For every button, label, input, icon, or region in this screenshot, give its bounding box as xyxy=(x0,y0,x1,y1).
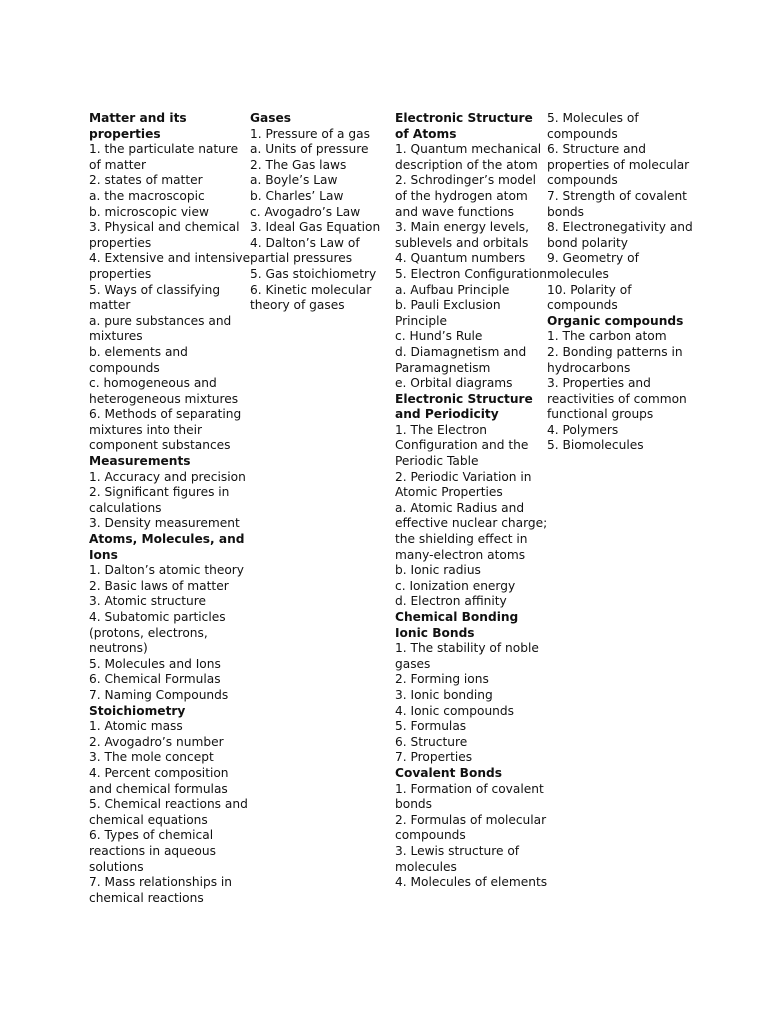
outline-item: d. Electron affinity xyxy=(395,594,507,609)
outline-item: 6. Structure and xyxy=(547,142,646,157)
outline-item: Principle xyxy=(395,313,447,328)
outline-item: 3. Physical and chemical xyxy=(89,220,240,235)
outline-item: 4. Dalton’s Law of xyxy=(250,235,360,250)
outline-item: bonds xyxy=(395,797,433,812)
outline-item: gases xyxy=(395,656,431,671)
outline-item: 5. Chemical reactions and xyxy=(89,797,248,812)
outline-item: hydrocarbons xyxy=(547,360,631,375)
outline-item: 2. Avogadro’s number xyxy=(89,734,224,749)
outline-item: heterogeneous mixtures xyxy=(89,391,239,406)
section-heading: Gases xyxy=(250,111,292,125)
outline-item: d. Diamagnetism and xyxy=(395,344,527,359)
section-heading: Atoms, Molecules, and xyxy=(89,532,245,547)
outline-item: properties xyxy=(89,235,152,250)
outline-item: a. Aufbau Principle xyxy=(395,282,510,297)
outline-item: 5. Formulas xyxy=(395,719,467,734)
section-heading: and Periodicity xyxy=(395,407,499,422)
outline-item: effective nuclear charge; xyxy=(395,516,548,531)
outline-item: and wave functions xyxy=(395,204,514,219)
outline-item: 2. Significant figures in xyxy=(89,485,230,500)
outline-item: Paramagnetism xyxy=(395,360,491,375)
outline-item: 3. Ionic bonding xyxy=(395,687,493,702)
outline-item: b. Pauli Exclusion xyxy=(395,298,501,313)
outline-item: 4. Extensive and intensive xyxy=(89,251,251,266)
outline-item: description of the atom xyxy=(395,157,538,172)
outline-item: 6. Methods of separating xyxy=(89,407,242,422)
section-heading: Organic compounds xyxy=(547,313,684,328)
outline-item: c. Avogadro’s Law xyxy=(250,204,361,219)
outline-item: solutions xyxy=(89,859,144,874)
outline-item: b. Ionic radius xyxy=(395,563,481,578)
outline-item: 4. Ionic compounds xyxy=(395,703,514,718)
section-heading: Ions xyxy=(89,547,118,562)
outline-item: mixtures xyxy=(89,329,143,344)
outline-item: 2. Periodic Variation in xyxy=(395,469,532,484)
column-1 xyxy=(89,111,251,906)
outline-item: 2. Forming ions xyxy=(395,672,489,687)
outline-item: mixtures into their xyxy=(89,422,203,437)
outline-item: partial pressures xyxy=(250,251,353,266)
outline-item: 7. Mass relationships in xyxy=(89,875,233,890)
outline-item: 3. The mole concept xyxy=(89,750,214,765)
outline-item: bond polarity xyxy=(547,235,628,250)
outline-item: compounds xyxy=(547,126,618,141)
outline-item: b. elements and xyxy=(89,344,188,359)
outline-item: e. Orbital diagrams xyxy=(395,376,513,391)
outline-item: sublevels and orbitals xyxy=(395,235,529,250)
outline-item: 7. Naming Compounds xyxy=(89,687,229,702)
outline-item: 2. Bonding patterns in xyxy=(547,344,683,359)
outline-item: 4. Quantum numbers xyxy=(395,251,526,266)
outline-item: 1. The carbon atom xyxy=(547,329,667,344)
outline-item: 6. Kinetic molecular xyxy=(250,282,372,297)
outline-item: 5. Electron Configuration xyxy=(395,266,548,281)
outline-item: c. Hund’s Rule xyxy=(395,329,483,344)
outline-item: compounds xyxy=(547,173,618,188)
outline-item: molecules xyxy=(395,859,457,874)
outline-item: 1. Accuracy and precision xyxy=(89,469,246,484)
outline-item: 2. Basic laws of matter xyxy=(89,578,229,593)
outline-item: 6. Types of chemical xyxy=(89,828,214,843)
outline-item: component substances xyxy=(89,438,231,453)
outline-item: 1. Atomic mass xyxy=(89,719,183,734)
outline-item: a. pure substances and xyxy=(89,313,232,328)
outline-item: (protons, electrons, xyxy=(89,625,208,640)
section-heading: Electronic Structure xyxy=(395,111,533,125)
outline-item: 5. Ways of classifying xyxy=(89,282,221,297)
outline-item: 4. Percent composition xyxy=(89,765,229,780)
outline-item: a. Units of pressure xyxy=(250,142,369,157)
outline-item: compounds xyxy=(547,298,618,313)
outline-item: chemical reactions xyxy=(89,890,204,905)
outline-item: properties xyxy=(89,266,152,281)
outline-item: a. Atomic Radius and xyxy=(395,500,525,515)
section-heading: Ionic Bonds xyxy=(395,625,475,640)
outline-item: matter xyxy=(89,298,131,313)
section-heading: properties xyxy=(89,126,161,141)
outline-item: the shielding effect in xyxy=(395,532,528,547)
outline-item: 2. Schrodinger’s model xyxy=(395,173,537,188)
outline-item: 5. Biomolecules xyxy=(547,438,644,453)
section-heading: of Atoms xyxy=(395,126,457,141)
outline-item: Configuration and the xyxy=(395,438,529,453)
outline-item: c. homogeneous and xyxy=(89,376,217,391)
outline-item: 4. Subatomic particles xyxy=(89,610,226,624)
section-heading: Covalent Bonds xyxy=(395,765,502,780)
outline-item: b. microscopic view xyxy=(89,204,209,219)
outline-item: 1. Quantum mechanical xyxy=(395,142,542,157)
outline-item: 2. The Gas laws xyxy=(250,157,347,172)
outline-item: 3. Main energy levels, xyxy=(395,220,530,235)
outline-item: Periodic Table xyxy=(395,454,479,469)
outline-item: 1. Dalton’s atomic theory xyxy=(89,563,245,578)
outline-item: and chemical formulas xyxy=(89,781,228,796)
outline-item: b. Charles’ Law xyxy=(250,188,344,203)
outline-item: 3. Atomic structure xyxy=(89,594,207,609)
outline-item: a. the macroscopic xyxy=(89,188,205,203)
outline-item: 2. states of matter xyxy=(89,173,203,188)
outline-item: 5. Gas stoichiometry xyxy=(250,266,377,281)
outline-item: 3. Properties and xyxy=(547,376,651,391)
column-3 xyxy=(395,111,548,891)
outline-item: properties of molecular xyxy=(547,157,690,172)
outline-item: 5. Molecules and Ions xyxy=(89,656,221,671)
outline-item: compounds xyxy=(395,828,466,843)
outline-item: 1. the particulate nature xyxy=(89,142,239,157)
outline-item: 3. Density measurement xyxy=(89,516,240,531)
outline-item: neutrons) xyxy=(89,641,148,656)
outline-item: many-electron atoms xyxy=(395,547,526,562)
outline-item: chemical equations xyxy=(89,812,208,827)
outline-item: 4. Molecules of elements xyxy=(395,875,548,890)
outline-item: 1. Formation of covalent xyxy=(395,781,544,796)
section-heading: Electronic Structure xyxy=(395,391,533,406)
outline-item: bonds xyxy=(547,204,585,219)
outline-item: c. Ionization energy xyxy=(395,578,516,593)
outline-item: compounds xyxy=(89,360,160,375)
outline-item: reactivities of common xyxy=(547,391,687,406)
outline-item: 1. The stability of noble xyxy=(395,641,539,656)
outline-item: 7. Strength of covalent xyxy=(547,188,687,203)
outline-item: 7. Properties xyxy=(395,750,473,765)
section-heading: Matter and its xyxy=(89,111,187,125)
outline-item: 1. Pressure of a gas xyxy=(250,126,370,141)
section-heading: Stoichiometry xyxy=(89,703,186,718)
outline-item: 2. Formulas of molecular xyxy=(395,812,547,827)
outline-item: 3. Lewis structure of xyxy=(395,843,520,858)
section-heading: Chemical Bonding xyxy=(395,610,519,624)
section-heading: Measurements xyxy=(89,454,191,469)
outline-item: molecules xyxy=(547,266,609,281)
column-2 xyxy=(250,111,381,314)
outline-item: 10. Polarity of xyxy=(547,282,632,297)
outline-item: Atomic Properties xyxy=(395,485,503,500)
outline-item: functional groups xyxy=(547,407,654,422)
outline-item: 4. Polymers xyxy=(547,422,619,437)
outline-item: reactions in aqueous xyxy=(89,843,216,858)
outline-item: 6. Structure xyxy=(395,734,468,749)
outline-item: calculations xyxy=(89,500,162,515)
outline-item: 8. Electronegativity and xyxy=(547,220,693,235)
column-4 xyxy=(547,111,693,454)
outline-item: 6. Chemical Formulas xyxy=(89,672,221,687)
outline-item: 9. Geometry of xyxy=(547,251,639,266)
outline-item: a. Boyle’s Law xyxy=(250,173,338,188)
outline-item: theory of gases xyxy=(250,298,345,313)
outline-item: of matter xyxy=(89,157,147,172)
outline-item: of the hydrogen atom xyxy=(395,188,528,203)
outline-item: 3. Ideal Gas Equation xyxy=(250,220,381,235)
outline-item: 5. Molecules of xyxy=(547,111,639,125)
outline-item: 1. The Electron xyxy=(395,422,488,437)
